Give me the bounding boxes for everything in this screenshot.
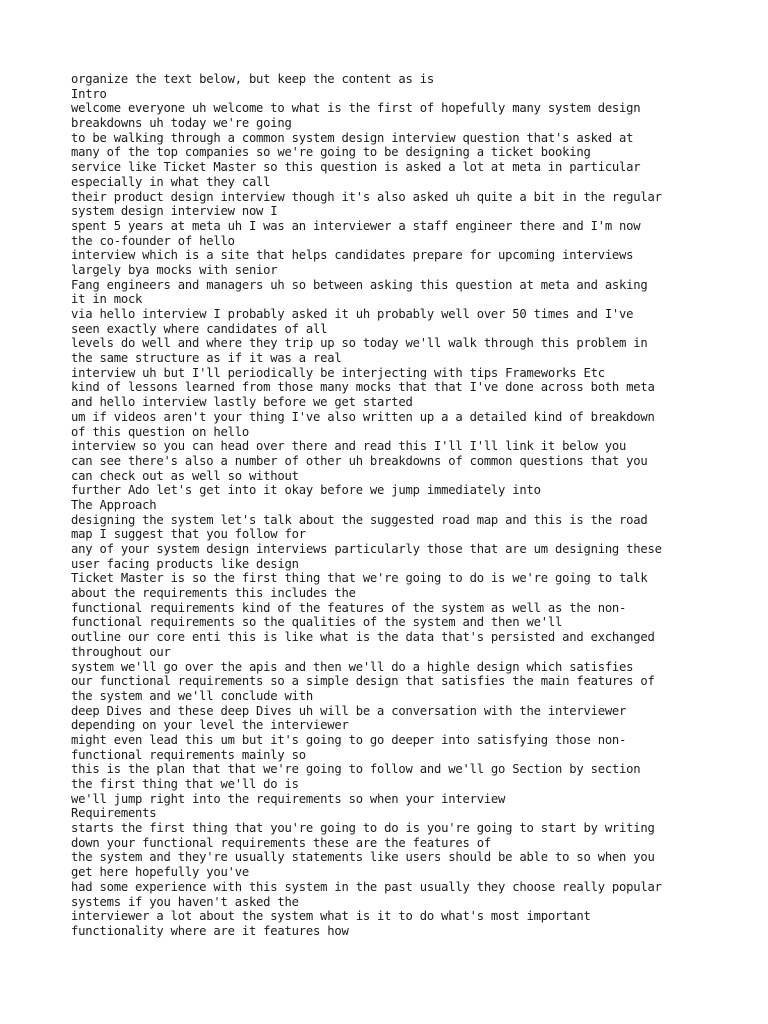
text-line: it in mock <box>71 292 143 307</box>
text-line: the first thing that we'll do is <box>71 777 299 791</box>
text-line: outline our core enti this is like what is the data that's persisted and exchanged <box>71 630 655 645</box>
text-line: the system and we'll conclude with <box>71 688 313 703</box>
text-line: depending on your level the interviewer <box>71 718 349 733</box>
document-body <box>71 72 751 939</box>
text-line: service like Ticket Master so this question is asked a lot at meta in particular <box>71 160 641 175</box>
text-line: system design interview now I <box>71 204 278 219</box>
text-line: we'll jump right into the requirements so when your interview <box>71 791 506 806</box>
text-line: can check out as well so without <box>71 468 299 483</box>
text-line: the same structure as if it was a real <box>71 351 342 366</box>
text-line: this is the plan that that we're going to follow and we'll go Section by section <box>71 762 641 777</box>
text-line: levels do well and where they trip up so today we'll walk through this problem in <box>71 336 648 351</box>
text-line: functional requirements kind of the features of the system as well as the non- <box>71 600 627 615</box>
text-line: about the requirements this includes the <box>71 586 356 601</box>
text-line: starts the first thing that you're going to do is you're going to start by writing <box>71 821 655 836</box>
text-line: breakdowns uh today we're going <box>71 116 292 131</box>
text-line: interview which is a site that helps candidates prepare for upcoming interviews <box>71 248 634 263</box>
text-line: especially in what they call <box>71 174 271 189</box>
text-line: Fang engineers and managers uh so between asking this question at meta and asking <box>71 277 648 292</box>
text-line: interviewer a lot about the system what is it to do what's most important <box>71 909 591 924</box>
text-line: designing the system let's talk about the suggested road map and this is the road <box>71 512 648 527</box>
text-line: interview so you can head over there and read this I'll I'll link it below you <box>71 439 627 454</box>
text-line: systems if you haven't asked the <box>71 894 299 909</box>
text-line: interview uh but I'll periodically be interjecting with tips Frameworks Etc <box>71 365 605 380</box>
text-line: largely bya mocks with senior <box>71 262 278 277</box>
text-line: any of your system design interviews particularly those that are um designing these <box>71 542 662 556</box>
text-line: throughout our <box>71 644 171 659</box>
text-line: welcome everyone uh welcome to what is the first of hopefully many system design <box>71 101 641 116</box>
text-line: our functional requirements so a simple design that satisfies the main features of <box>71 674 655 689</box>
text-line: functionality where are it features how <box>71 923 349 938</box>
text-line: kind of lessons learned from those many mocks that that I've done across both meta <box>71 380 655 395</box>
text-line: many of the top companies so we're going to be designing a ticket booking <box>71 145 591 160</box>
text-line: spent 5 years at meta uh I was an interviewer a staff engineer there and I'm now <box>71 218 641 233</box>
text-line: get here hopefully you've <box>71 865 249 880</box>
text-line: to be walking through a common system design interview question that's asked at <box>71 130 634 145</box>
text-line: map I suggest that you follow for <box>71 527 306 542</box>
text-line: the system and they're usually statements like users should be able to so when you <box>71 850 655 865</box>
text-line: um if videos aren't your thing I've also written up a a detailed kind of breakdown <box>71 409 655 424</box>
text-line: Intro <box>71 86 107 101</box>
text-line: had some experience with this system in the past usually they choose really popular <box>71 879 662 894</box>
text-line: user facing products like design <box>71 556 299 571</box>
text-line: of this question on hello <box>71 424 249 439</box>
text-line: Ticket Master is so the first thing that we're going to do is we're going to talk <box>71 571 648 586</box>
text-line: functional requirements so the qualities of the system and then we'll <box>71 615 563 630</box>
text-line: the co-founder of hello <box>71 233 235 248</box>
text-line: might even lead this um but it's going to go deeper into satisfying those non- <box>71 732 627 747</box>
text-line: can see there's also a number of other uh breakdowns of common questions that you <box>71 453 648 468</box>
text-line: functional requirements mainly so <box>71 747 306 762</box>
text-line: organize the text below, but keep the content as is <box>71 72 434 86</box>
text-line: further Ado let's get into it okay before we jump immediately into <box>71 483 541 498</box>
text-line: system we'll go over the apis and then we'll do a highle design which satisfies <box>71 659 634 674</box>
text-line: deep Dives and these deep Dives uh will be a conversation with the interviewer <box>71 703 627 718</box>
text-line: seen exactly where candidates of all <box>71 321 328 336</box>
text-line: via hello interview I probably asked it uh probably well over 50 times and I've <box>71 307 634 321</box>
text-line: down your functional requirements these are the features of <box>71 835 491 850</box>
text-line: Requirements <box>71 806 157 821</box>
text-line: and hello interview lastly before we get started <box>71 395 413 410</box>
text-line: The Approach <box>71 497 157 512</box>
text-line: their product design interview though it's also asked uh quite a bit in the regular <box>71 189 662 204</box>
